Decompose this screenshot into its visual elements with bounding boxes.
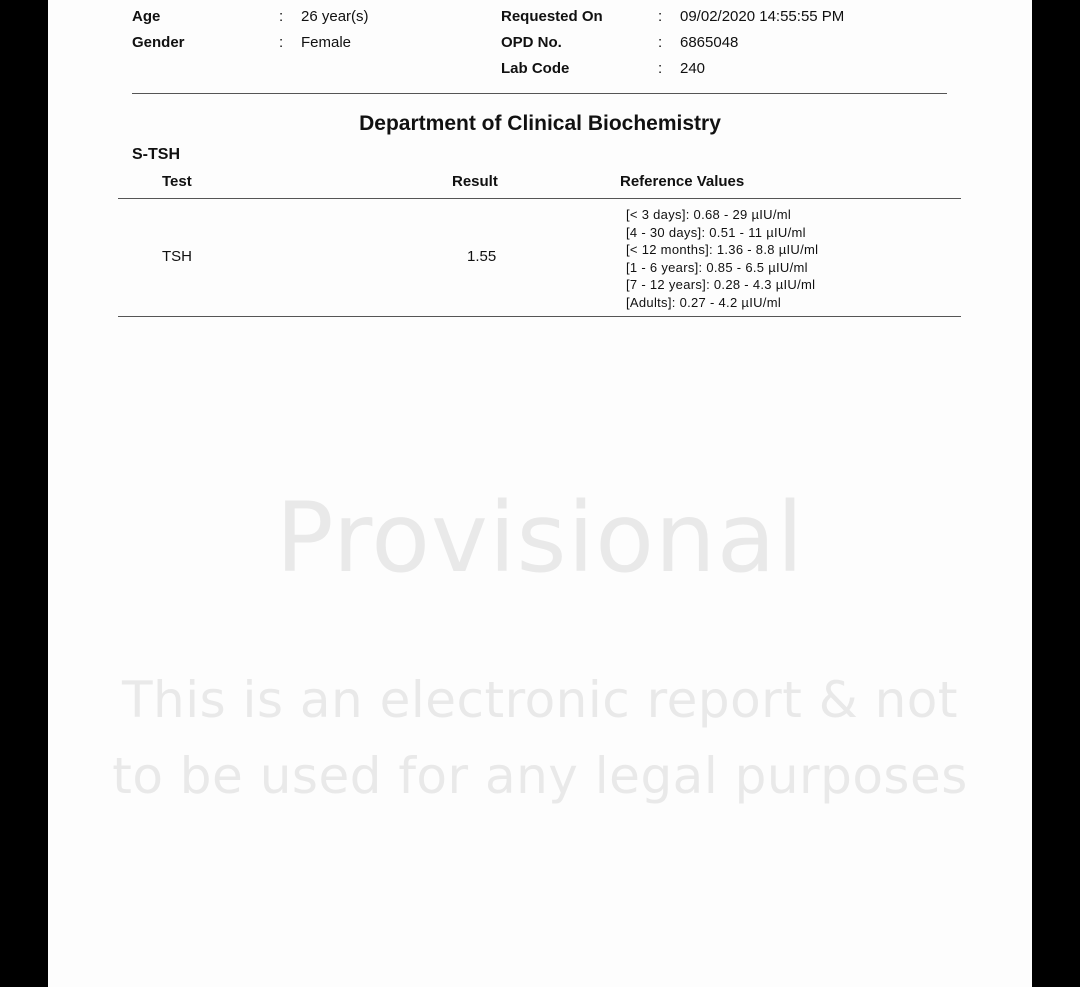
legal-notice-watermark [48, 662, 1032, 814]
department-title: Department of Clinical Biochemistry [359, 112, 721, 135]
opd-no-label: OPD No. [501, 34, 562, 51]
gender-colon: : [279, 34, 284, 51]
legal-notice-line-1: This is an electronic report & not [121, 671, 959, 729]
test-result: 1.55 [467, 248, 497, 265]
reference-line: [< 12 months]: 1.36 - 8.8 µIU/ml [626, 242, 819, 257]
opd-no-value: 6865048 [680, 34, 739, 51]
requested-on-value: 09/02/2020 14:55:55 PM [680, 8, 845, 25]
table-header-divider [118, 198, 961, 199]
col-header-result: Result [452, 173, 498, 190]
age-colon: : [279, 8, 284, 25]
reference-line: [7 - 12 years]: 0.28 - 4.3 µIU/ml [626, 277, 816, 292]
col-header-reference: Reference Values [620, 173, 745, 190]
legal-notice-line-2: to be used for any legal purposes [112, 747, 968, 805]
col-header-test: Test [162, 173, 192, 190]
test-name: TSH [162, 248, 192, 265]
gender-value: Female [301, 34, 352, 51]
opd-no-colon: : [658, 34, 663, 51]
reference-line: [4 - 30 days]: 0.51 - 11 µIU/ml [626, 224, 806, 240]
requested-on-colon: : [658, 8, 663, 25]
report-page [48, 0, 1032, 987]
section-title: S-TSH [132, 146, 180, 163]
reference-values [626, 206, 818, 311]
header-divider [132, 93, 947, 94]
age-label: Age [132, 8, 161, 25]
reference-line: [Adults]: 0.27 - 4.2 µIU/ml [626, 294, 782, 310]
lab-code-value: 240 [680, 60, 706, 77]
reference-line: [< 3 days]: 0.68 - 29 µIU/ml [626, 207, 792, 222]
gender-label: Gender [132, 34, 185, 51]
provisional-watermark: Provisional [275, 482, 805, 594]
lab-code-colon: : [658, 60, 663, 77]
requested-on-label: Requested On [501, 8, 603, 25]
age-value: 26 year(s) [301, 8, 369, 25]
table-bottom-divider [118, 316, 961, 317]
reference-line: [1 - 6 years]: 0.85 - 6.5 µIU/ml [626, 259, 808, 275]
lab-code-label: Lab Code [501, 60, 570, 77]
